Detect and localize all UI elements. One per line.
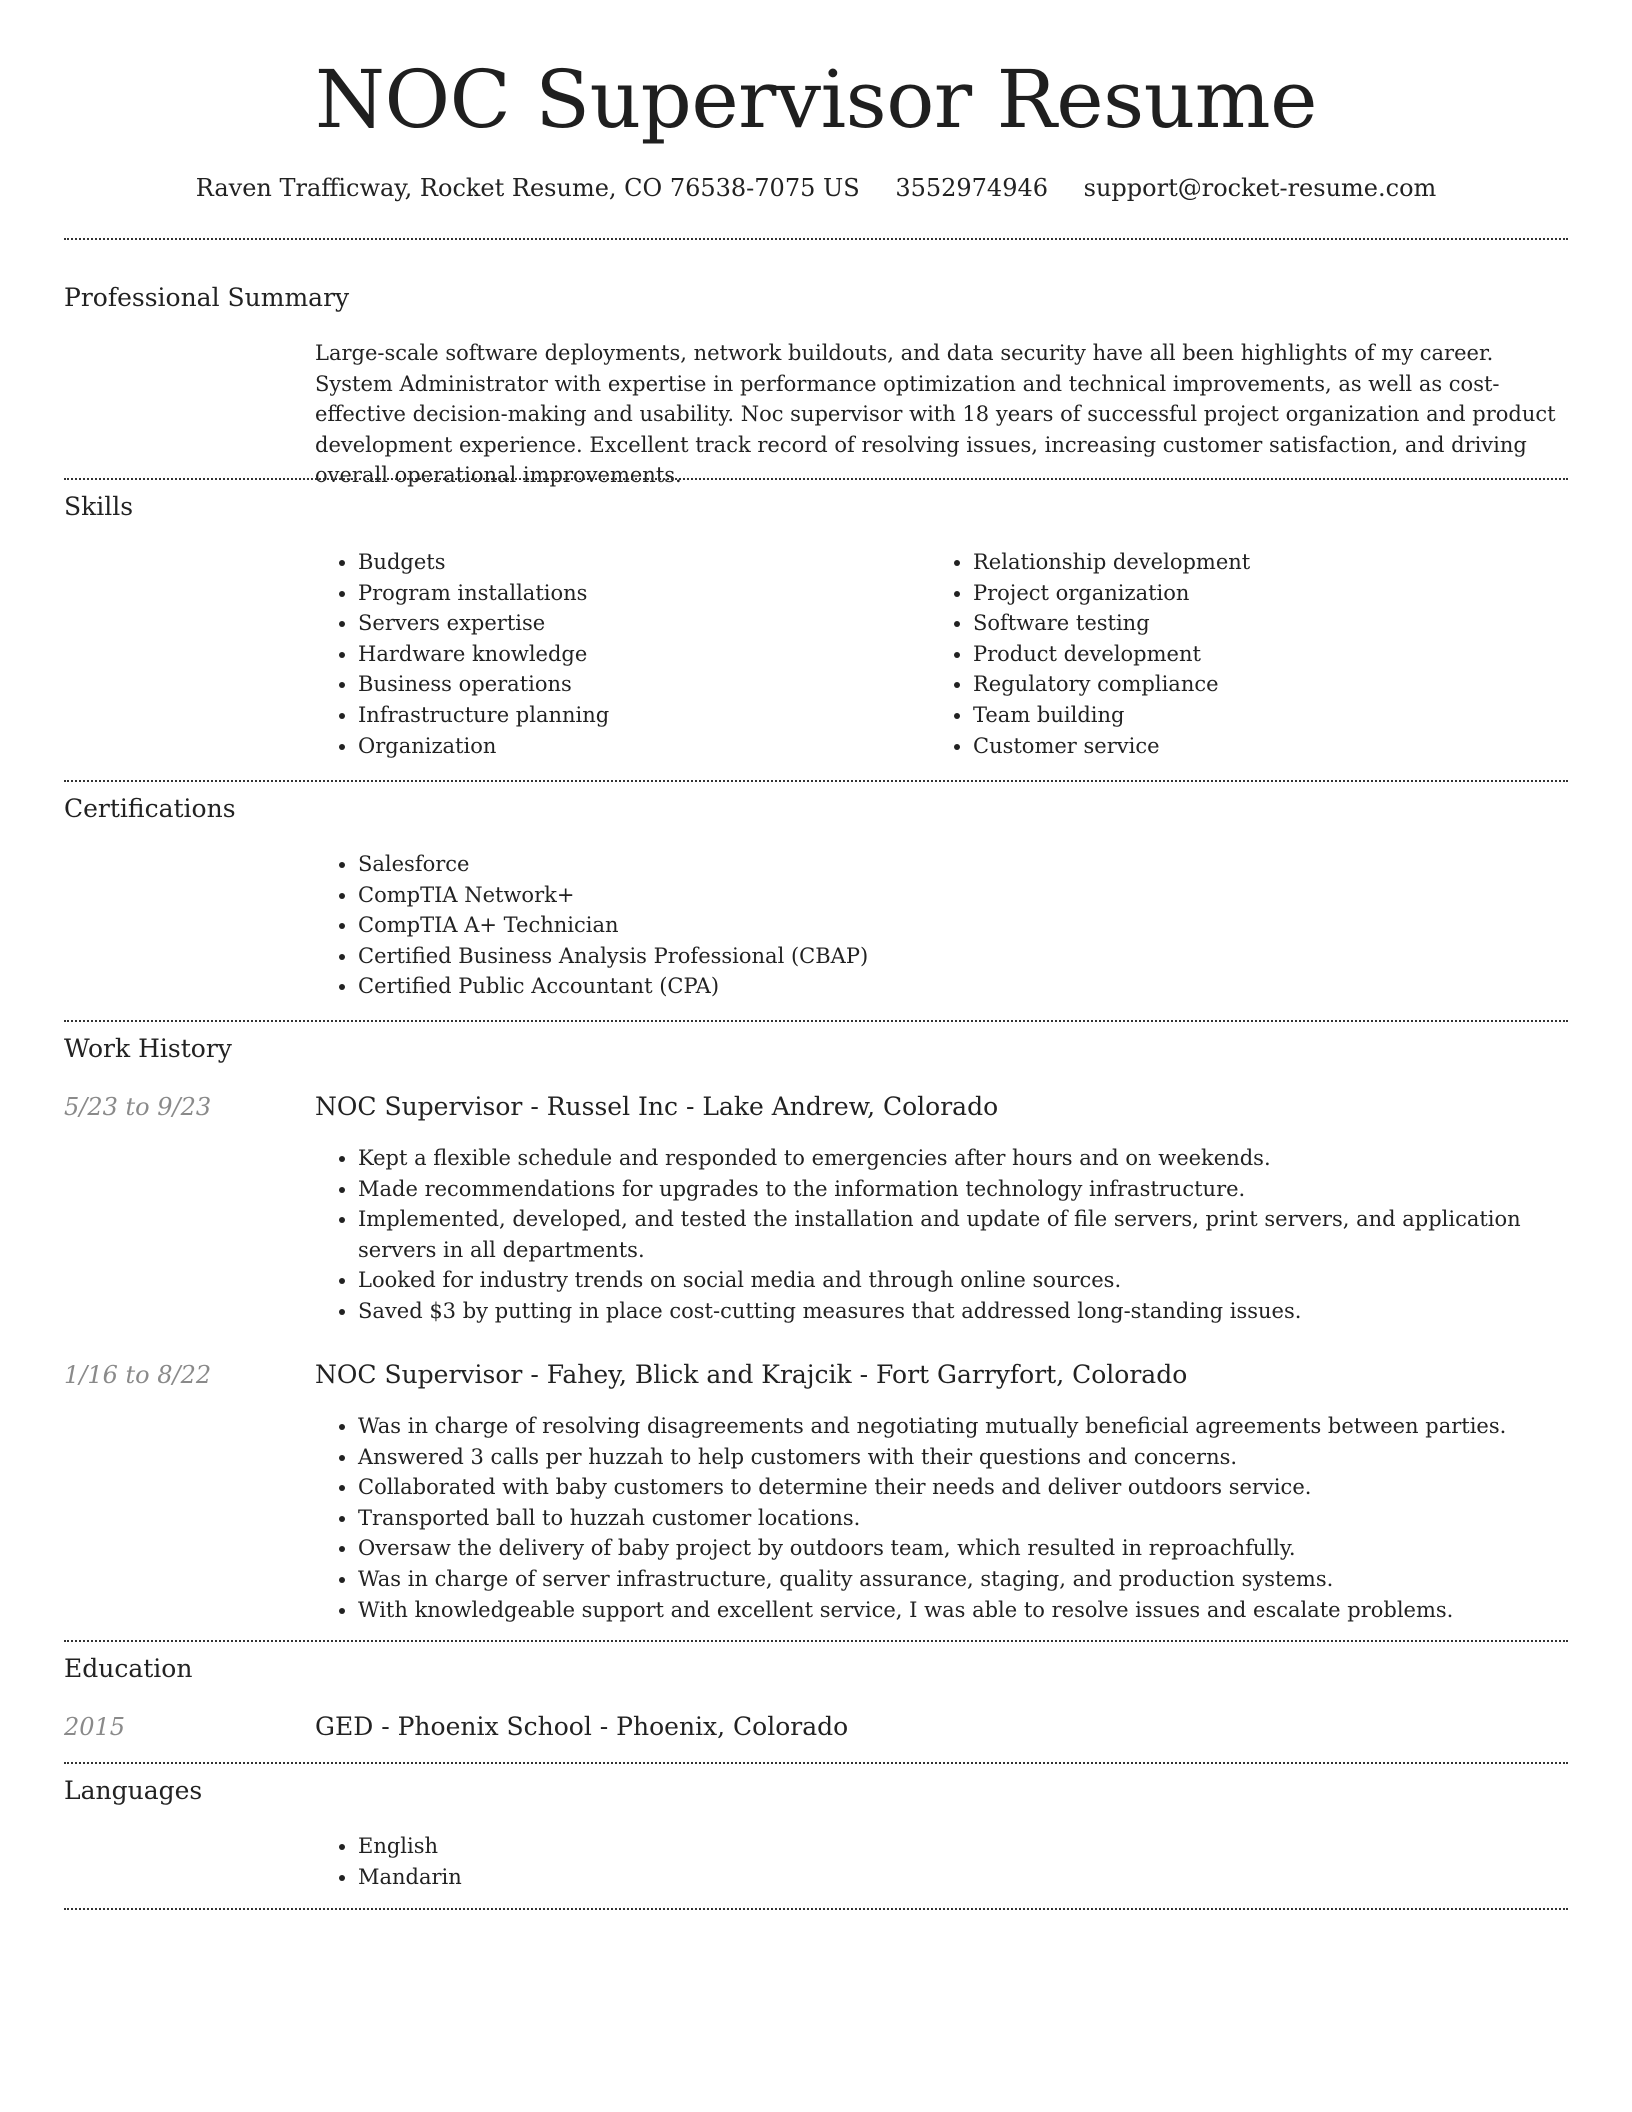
section-heading-certifications: Certifications: [64, 794, 236, 823]
list-item: • Transported ball to huzzah customer locations.: [358, 1503, 1570, 1534]
list-item: • Hardware knowledge: [358, 639, 918, 670]
list-item: • CompTIA Network+: [358, 880, 1558, 911]
job-bullets: [314, 1143, 1570, 1327]
list-item: • Program installations: [358, 578, 918, 609]
list-item: • Collaborated with baby customers to determine their needs and deliver outdoors service.: [358, 1472, 1570, 1503]
list-item: • Made recommendations for upgrades to the information technology infrastructure.: [358, 1174, 1570, 1205]
education-year: 2015: [64, 1713, 126, 1741]
list-item: • Regulatory compliance: [973, 669, 1573, 700]
list-item: • Implemented, developed, and tested the installation and update of file servers, print servers, and application servers in all departments.: [358, 1204, 1570, 1265]
list-item: • Budgets: [358, 547, 918, 578]
list-item: • Answered 3 calls per huzzah to help customers with their questions and concerns.: [358, 1442, 1570, 1473]
summary-text: Large-scale software deployments, network buildouts, and data security have all been highlights of my career. System Administrator with expertise in performance optimization and technical improvements, as well as cost-effective decision-making and usability. Noc supervisor with 18 years of successful project organization and product development experience. Excellent track record of resolving issues, increasing customer satisfaction, and driving overall operational improvements.: [315, 341, 1556, 487]
list-item: • CompTIA A+ Technician: [358, 910, 1558, 941]
contact-line: [0, 170, 1632, 206]
list-item: • Salesforce: [358, 849, 1558, 880]
list-item: • Business operations: [358, 669, 918, 700]
contact-address: Raven Trafficway, Rocket Resume, CO 76538-7075 US: [195, 174, 860, 202]
list-item: • Customer service: [973, 731, 1573, 762]
list-item: • Infrastructure planning: [358, 700, 918, 731]
list-item: • Certified Business Analysis Professional (CBAP): [358, 941, 1558, 972]
job-dates: 5/23 to 9/23: [64, 1093, 212, 1121]
skills-list-left: [314, 547, 918, 761]
contact-phone: 3552974946: [895, 174, 1049, 202]
job-title: NOC Supervisor - Fahey, Blick and Krajcik - Fort Garryfort, Colorado: [315, 1360, 1188, 1389]
education-entry: GED - Phoenix School - Phoenix, Colorado: [315, 1712, 849, 1741]
certifications-list: [314, 849, 1558, 1002]
list-item: • Organization: [358, 731, 918, 762]
list-item: • Looked for industry trends on social media and through online sources.: [358, 1265, 1570, 1296]
divider: [64, 478, 1568, 480]
section-heading-languages: Languages: [64, 1776, 203, 1805]
section-heading-education: Education: [64, 1654, 193, 1683]
job-bullets: [314, 1411, 1570, 1625]
list-item: • Certified Public Accountant (CPA): [358, 971, 1558, 1002]
list-item: • Relationship development: [973, 547, 1573, 578]
list-item: • Product development: [973, 639, 1573, 670]
list-item: • Oversaw the delivery of baby project by outdoors team, which resulted in reproachfully.: [358, 1533, 1570, 1564]
section-heading-work-history: Work History: [64, 1034, 232, 1063]
section-heading-skills: Skills: [64, 492, 134, 521]
list-item: • Team building: [973, 700, 1573, 731]
languages-list: [314, 1831, 1558, 1892]
list-item: • Was in charge of resolving disagreements and negotiating mutually beneficial agreements between parties.: [358, 1411, 1570, 1442]
section-heading-summary: Professional Summary: [64, 283, 350, 312]
resume-title: NOC Supervisor Resume: [315, 53, 1317, 146]
divider: [64, 1908, 1568, 1910]
contact-email: support@rocket-resume.com: [1083, 174, 1437, 202]
list-item: • Project organization: [973, 578, 1573, 609]
list-item: • Saved $3 by putting in place cost-cutting measures that addressed long-standing issues.: [358, 1296, 1570, 1327]
job-title: NOC Supervisor - Russel Inc - Lake Andrew, Colorado: [315, 1092, 999, 1121]
divider: [64, 1020, 1568, 1022]
divider: [64, 1762, 1568, 1764]
divider: [64, 238, 1568, 240]
divider: [64, 780, 1568, 782]
list-item: • English: [358, 1831, 1558, 1862]
list-item: • Mandarin: [358, 1862, 1558, 1893]
list-item: • Software testing: [973, 608, 1573, 639]
list-item: • Kept a flexible schedule and responded to emergencies after hours and on weekends.: [358, 1143, 1570, 1174]
divider: [64, 1640, 1568, 1642]
skills-list-right: [929, 547, 1573, 761]
job-dates: 1/16 to 8/22: [64, 1361, 212, 1389]
list-item: • With knowledgeable support and excellent service, I was able to resolve issues and escalate problems.: [358, 1595, 1570, 1626]
list-item: • Servers expertise: [358, 608, 918, 639]
list-item: • Was in charge of server infrastructure, quality assurance, staging, and production systems.: [358, 1564, 1570, 1595]
